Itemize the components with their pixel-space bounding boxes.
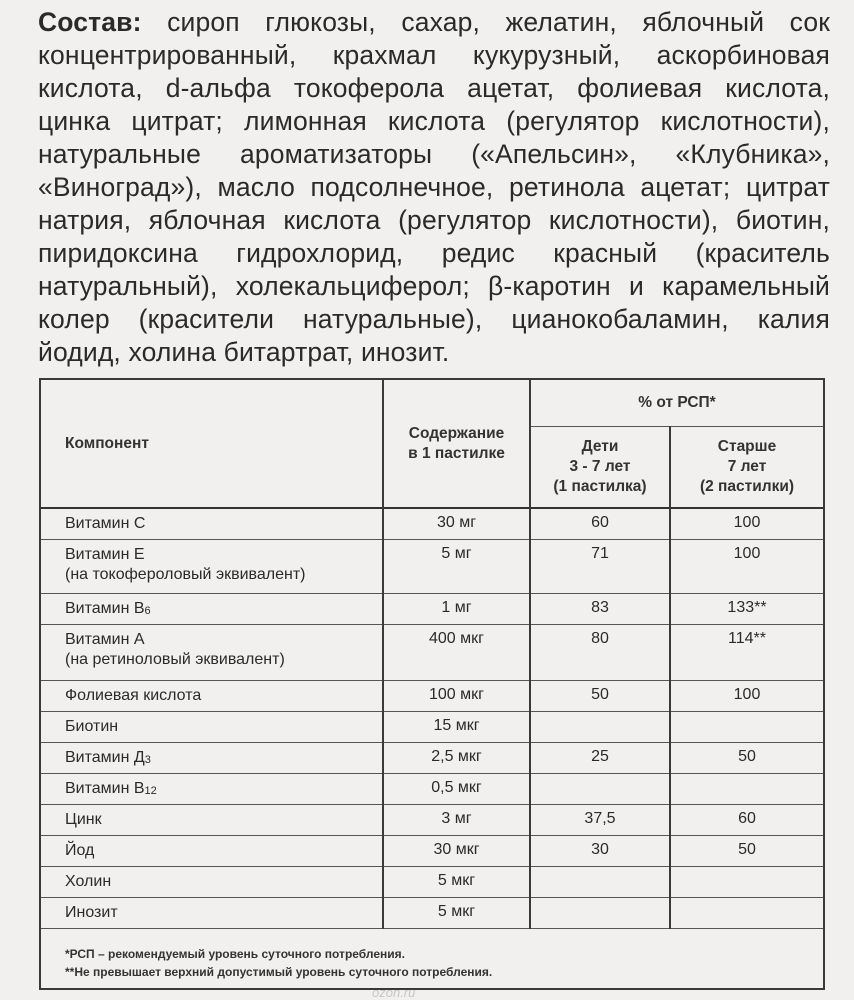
footnotes — [65, 945, 492, 981]
component-name: Холин — [65, 872, 112, 890]
row-kids: 80 — [530, 624, 670, 680]
component-subscript: 12 — [144, 784, 157, 797]
row-component — [41, 742, 383, 773]
row-kids: 37,5 — [530, 804, 670, 835]
row-kids — [530, 711, 670, 742]
row-kids — [530, 897, 670, 928]
nutrition-table — [41, 380, 823, 929]
row-older: 100 — [670, 508, 823, 539]
row-older — [670, 897, 823, 928]
header-kids-line1: Дети — [581, 437, 619, 455]
component-name: Витамин В — [65, 599, 145, 617]
row-component — [41, 804, 383, 835]
row-component — [41, 680, 383, 711]
row-kids: 83 — [530, 593, 670, 624]
header-content — [383, 380, 530, 508]
row-kids: 71 — [530, 539, 670, 593]
component-name: Фолиевая кислота — [65, 686, 202, 704]
row-kids: 25 — [530, 742, 670, 773]
row-older: 60 — [670, 804, 823, 835]
component-subscript: 3 — [144, 753, 151, 766]
header-older-line2: 7 лет — [727, 457, 767, 475]
row-older — [670, 711, 823, 742]
nutrition-table-frame — [39, 378, 825, 990]
row-component — [41, 624, 383, 680]
table-row — [41, 680, 823, 711]
table-row — [41, 773, 823, 804]
row-component — [41, 835, 383, 866]
row-content: 15 мкг — [383, 711, 530, 742]
row-kids — [530, 866, 670, 897]
row-content: 400 мкг — [383, 624, 530, 680]
footnote-rsp: *РСП – рекомендуемый уровень суточного потребления. — [65, 947, 405, 961]
component-note: (на токофероловый эквивалент) — [65, 565, 306, 583]
composition-label: Состав: — [38, 7, 142, 37]
row-kids — [530, 773, 670, 804]
row-older: 50 — [670, 835, 823, 866]
table-row — [41, 624, 823, 680]
table-row — [41, 804, 823, 835]
watermark: ozon.ru — [372, 985, 416, 1000]
component-name: Витамин Е — [65, 545, 145, 563]
row-component — [41, 866, 383, 897]
row-older: 114** — [670, 624, 823, 680]
header-rsp: % от РСП* — [530, 380, 823, 426]
row-component — [41, 593, 383, 624]
row-older — [670, 866, 823, 897]
row-older — [670, 773, 823, 804]
header-kids — [530, 426, 670, 508]
row-component — [41, 508, 383, 539]
row-kids: 30 — [530, 835, 670, 866]
header-older — [670, 426, 823, 508]
row-content: 5 мкг — [383, 897, 530, 928]
row-content: 30 мкг — [383, 835, 530, 866]
table-row — [41, 508, 823, 539]
table-row — [41, 742, 823, 773]
row-older: 100 — [670, 539, 823, 593]
row-older: 50 — [670, 742, 823, 773]
table-row — [41, 711, 823, 742]
row-content: 3 мг — [383, 804, 530, 835]
component-note: (на ретиноловый эквивалент) — [65, 650, 285, 668]
component-name: Витамин А — [65, 630, 145, 648]
component-subscript: 6 — [144, 604, 151, 617]
component-name: Витамин В — [65, 779, 145, 797]
table-row — [41, 866, 823, 897]
row-kids: 50 — [530, 680, 670, 711]
component-name: Витамин Д — [65, 748, 145, 766]
composition-text: сироп глюкозы, сахар, желатин, яблочный сок концентрированный, крахмал кукурузный, аскорбиновая кислота, d-альфа токоферола ацетат, фолиевая кислота, цинка цитрат; лимонная кислота (регулятор кислотности), натуральные ароматизаторы («Апельсин», «Клубника», «Виноград»), масло подсолнечное, ретинола ацетат; цитрат натрия, яблочная кислота (регулятор кислотности), биотин, пиридоксина гидрохлорид, редис красный (краситель натуральный), холекальциферол; β-каротин и карамельный колер (красители натуральные), цианокобаламин, калия йодид, холина битартрат, инозит. — [38, 7, 830, 367]
component-name: Йод — [65, 841, 95, 859]
table-row — [41, 593, 823, 624]
row-kids: 60 — [530, 508, 670, 539]
row-content: 1 мг — [383, 593, 530, 624]
component-name: Биотин — [65, 717, 119, 735]
row-older: 100 — [670, 680, 823, 711]
row-content: 5 мкг — [383, 866, 530, 897]
header-content-line2: в 1 пастилке — [408, 444, 505, 462]
table-row — [41, 835, 823, 866]
header-older-line3: (2 пастилки) — [699, 477, 795, 495]
row-content: 30 мг — [383, 508, 530, 539]
table-row — [41, 539, 823, 593]
row-content: 100 мкг — [383, 680, 530, 711]
row-content: 2,5 мкг — [383, 742, 530, 773]
footnote-upper-limit: **Не превышает верхний допустимый уровень суточного потребления. — [65, 965, 493, 979]
row-component — [41, 539, 383, 593]
row-older: 133** — [670, 593, 823, 624]
header-older-line1: Старше — [717, 437, 777, 455]
component-name: Инозит — [65, 903, 118, 921]
row-component — [41, 711, 383, 742]
row-component — [41, 897, 383, 928]
header-content-line1: Содержание — [408, 424, 505, 442]
composition-paragraph — [38, 6, 830, 369]
component-name: Цинк — [65, 810, 102, 828]
header-component: Компонент — [65, 434, 149, 452]
header-kids-line3: (1 пастилка) — [553, 477, 647, 495]
row-content: 0,5 мкг — [383, 773, 530, 804]
table-row — [41, 897, 823, 928]
header-kids-line2: 3 - 7 лет — [569, 457, 631, 475]
row-content: 5 мг — [383, 539, 530, 593]
row-component — [41, 773, 383, 804]
component-name: Витамин С — [65, 515, 146, 532]
